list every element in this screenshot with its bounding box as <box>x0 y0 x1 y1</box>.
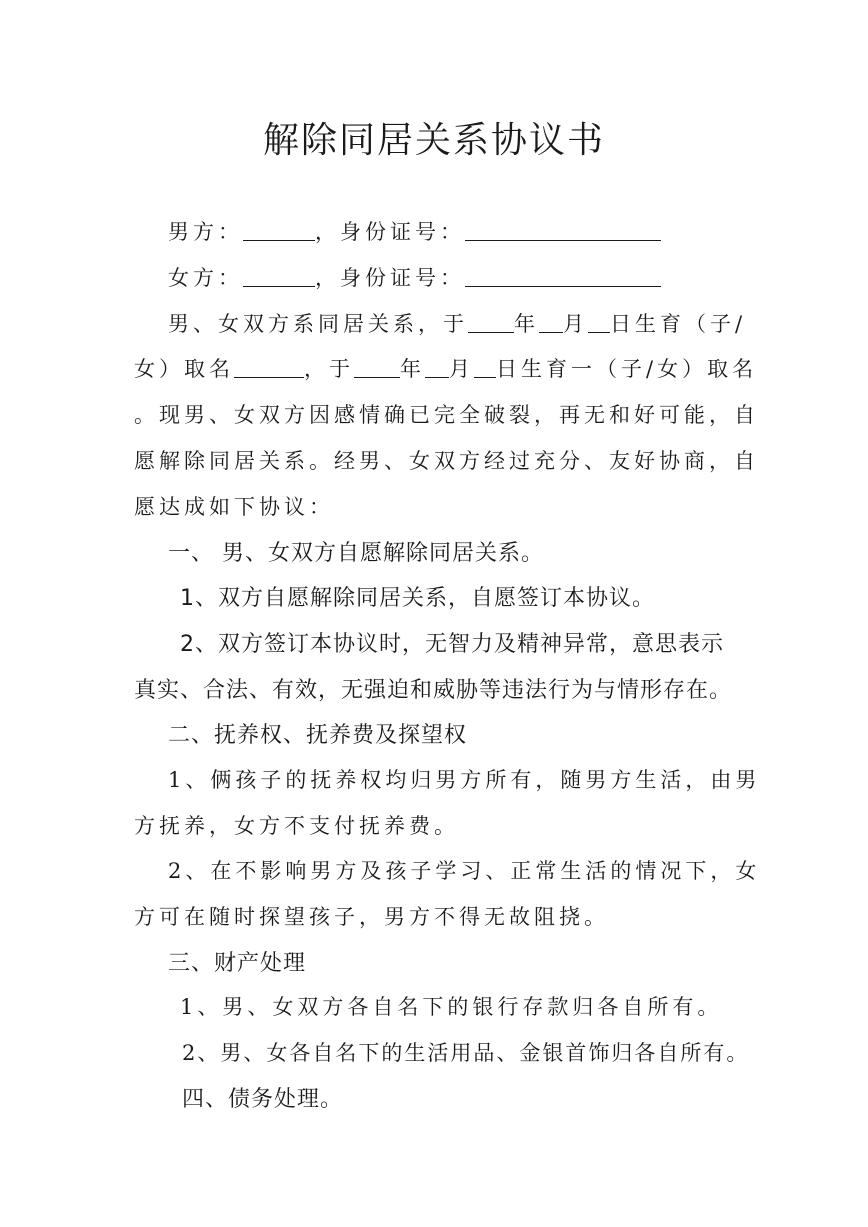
male-id-blank <box>465 218 661 241</box>
section-2-item-1-line-1: 1、俩孩子的抚养权均归男方所有，随男方生活，由男 <box>168 768 761 792</box>
intro-text: 日生育一（子/女）取名 <box>496 357 758 381</box>
male-name-blank <box>243 218 315 241</box>
blank <box>588 310 610 333</box>
blank <box>474 355 496 378</box>
female-name-blank <box>243 264 315 287</box>
section-2-item-2-line-1: 2、在不影响男方及孩子学习、正常生活的情况下，女 <box>168 859 761 883</box>
month-label: 月 <box>449 357 474 381</box>
section-3-item-1: 1、男、女双方各自名下的银行存款归各自所有。 <box>180 995 723 1019</box>
male-party-line <box>168 216 661 246</box>
blank <box>539 310 563 333</box>
female-party-line <box>168 262 661 292</box>
intro-line-4: 愿解除同居关系。经男、女双方经过充分、友好协商，自 <box>134 449 759 473</box>
intro-line-5: 愿达成如下协议： <box>134 495 334 519</box>
section-1-item-1: 1、双方自愿解除同居关系，自愿签订本协议。 <box>180 586 655 611</box>
intro-text: 日生育（子/ <box>610 312 747 336</box>
section-2-item-2-line-2: 方可在随时探望孩子，男方不得无故阻挠。 <box>134 905 609 929</box>
female-id-blank <box>465 264 661 287</box>
year-label: 年 <box>514 312 539 336</box>
section-3-item-2: 2、男、女各自名下的生活用品、金银首饰归各自所有。 <box>182 1041 750 1065</box>
section-1-item-2-line-2: 真实、合法、有效，无强迫和威胁等违法行为与情形存在。 <box>134 678 733 703</box>
female-id-label: ，身份证号： <box>315 266 465 290</box>
intro-line-1 <box>168 308 746 338</box>
intro-text: ，于 <box>304 357 354 381</box>
male-label: 男方： <box>168 220 243 244</box>
year-label: 年 <box>400 357 425 381</box>
intro-line-2 <box>134 353 757 383</box>
section-2-heading: 二、抚养权、抚养费及探望权 <box>168 723 468 748</box>
intro-text: 女）取名 <box>134 357 234 381</box>
blank <box>234 355 304 378</box>
section-3-heading: 三、财产处理 <box>168 951 307 976</box>
female-label: 女方： <box>168 266 243 290</box>
blank <box>354 355 400 378</box>
blank <box>468 310 514 333</box>
blank <box>425 355 449 378</box>
intro-text: 男、女双方系同居关系，于 <box>168 312 468 336</box>
section-1-heading: 一、 男、女双方自愿解除同居关系。 <box>168 541 544 566</box>
male-id-label: ，身份证号： <box>315 220 465 244</box>
section-1-item-2-line-1: 2、双方签订本协议时，无智力及精神异常，意思表示 <box>180 632 724 657</box>
month-label: 月 <box>563 312 588 336</box>
section-4-heading: 四、债务处理。 <box>182 1087 344 1112</box>
section-2-item-1-line-2: 方抚养，女方不支付抚养费。 <box>134 814 459 838</box>
intro-line-3: 。现男、女双方因感情确已完全破裂，再无和好可能，自 <box>134 403 759 427</box>
document-title: 解除同居关系协议书 <box>262 120 605 161</box>
